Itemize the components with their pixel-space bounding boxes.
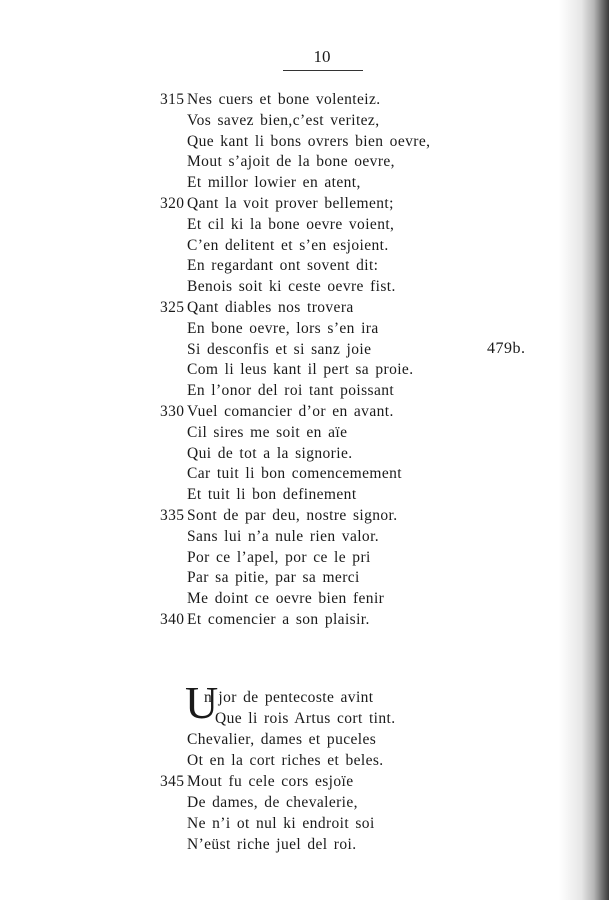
verse-text: Cil sires me soit en aïe xyxy=(187,423,348,441)
drop-cap: U xyxy=(185,677,219,728)
verse-text: Me doint ce oevre bien fenir xyxy=(187,590,385,608)
verse-text: Qant la voit prover bellement; xyxy=(187,194,394,212)
verse-text: Benois soit ki ceste oevre fist. xyxy=(187,278,396,296)
verse-text: Et cil ki la bone oevre voient, xyxy=(187,215,395,233)
line-number: 340 xyxy=(160,610,185,628)
line-number: 330 xyxy=(160,402,185,420)
verse-text: Vos savez bien,c’est veritez, xyxy=(187,111,380,129)
line-number: 320 xyxy=(160,194,185,212)
verse-text: Et tuit li bon definement xyxy=(187,486,357,504)
header-rule xyxy=(283,70,363,71)
margin-note: 479b. xyxy=(487,340,526,357)
line-number: 315 xyxy=(160,91,185,108)
verse-text: Mout s’ajoit de la bone oevre, xyxy=(187,153,395,171)
line-number: 325 xyxy=(160,298,185,316)
page-edge-shadow xyxy=(559,0,609,900)
verse-text: Car tuit li bon comencemement xyxy=(187,465,403,483)
verse-text: En l’onor del roi tant poissant xyxy=(187,382,395,400)
verse-text: Ne n’i ot nul ki endroit soi xyxy=(187,815,375,832)
verse-text: Chevalier, dames et puceles xyxy=(187,731,377,748)
verse-text: Par sa pitie, par sa merci xyxy=(187,569,360,587)
verse-text: En regardant ont sovent dit: xyxy=(187,257,379,275)
verse-text: De dames, de chevalerie, xyxy=(187,794,358,811)
verse-text: Com li leus kant il pert sa proie. xyxy=(187,361,414,379)
verse-text: Si desconfis et si sanz joie xyxy=(187,340,372,358)
verse-text: Qant diables nos trovera xyxy=(187,298,354,316)
line-number: 335 xyxy=(160,506,185,524)
verse-text: En bone oevre, lors s’en ira xyxy=(187,319,379,337)
verse-text: Que li rois Artus cort tint. xyxy=(215,710,396,727)
verse-text: Ot en la cort riches et beles. xyxy=(187,752,384,769)
verse-text: Sont de par deu, nostre signor. xyxy=(187,506,398,524)
verse-text: n jor de pentecoste avint xyxy=(204,689,374,706)
verse-text: Vuel comancier d’or en avant. xyxy=(187,402,394,420)
verse-text: C’en delitent et s’en esjoient. xyxy=(187,236,389,254)
verse-text: Sans lui n’a nule rien valor. xyxy=(187,527,380,545)
verse-text: N’eüst riche juel del roi. xyxy=(187,836,357,853)
verse-text: Mout fu cele cors esjoïe xyxy=(187,773,354,790)
verse-text: Por ce l’apel, por ce le pri xyxy=(187,548,371,566)
verse-text: Et comencier a son plaisir. xyxy=(187,610,370,628)
verse-text: Nes cuers et bone volenteiz. xyxy=(187,91,381,108)
verse-text: Que kant li bons ovrers bien oevre, xyxy=(187,132,431,150)
verse-text: Qui de tot a la signorie. xyxy=(187,444,353,462)
verse-text: Et millor lowier en atent, xyxy=(187,174,361,192)
line-number: 345 xyxy=(160,773,185,790)
page-number: 10 xyxy=(313,47,331,66)
